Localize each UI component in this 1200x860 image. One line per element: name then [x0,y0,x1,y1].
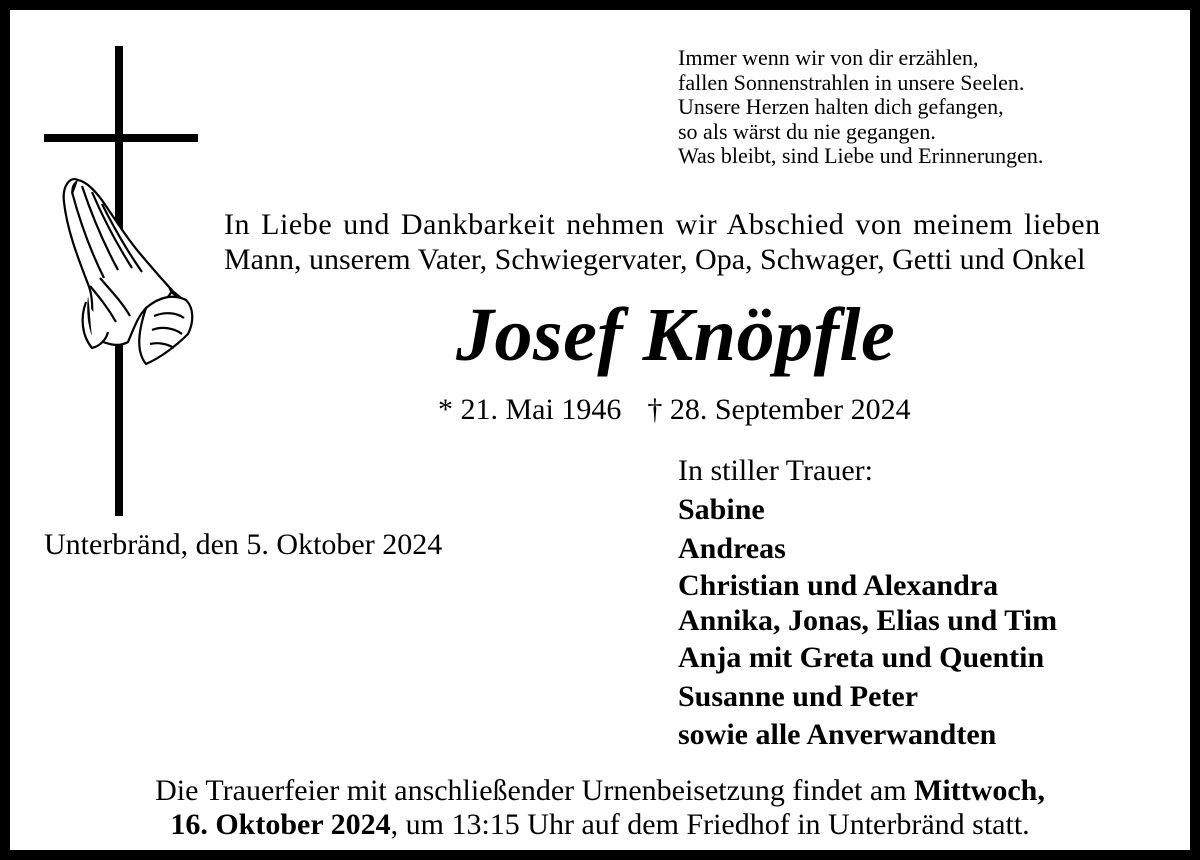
mourner-name: Susanne und Peter [678,680,919,713]
cross-icon [42,46,202,518]
life-dates [438,393,911,427]
poem [678,46,1043,169]
ceremony-day: Mittwoch, [914,774,1045,807]
ceremony-date: 16. Oktober 2024 [170,808,391,841]
deceased-name: Josef Knöpfle [456,293,896,377]
mourner-name: Christian und Alexandra [678,569,999,602]
intro-line: Mann, unserem Vater, Schwiegervater, Opa, Schwager, Getti und Onkel [224,243,1086,276]
ceremony-line [10,808,1190,842]
poem-line: Unsere Herzen halten dich gefangen, [678,94,1004,120]
poem-line: Was bleibt, sind Liebe und Erinnerungen. [678,143,1044,169]
mourner-name: sowie alle Anverwandten [678,718,997,751]
poem-line: fallen Sonnenstrahlen in unsere Seelen. [678,69,1025,95]
cross-with-praying-hands-icon [42,46,202,523]
ceremony-line [10,774,1190,808]
poem-line: so als wärst du nie gegangen. [678,118,936,144]
intro-text [224,207,1101,277]
intro-line: In Liebe und Dankbarkeit nehmen wir Abschied von meinem lieben [224,208,1101,241]
mourner-name: Andreas [678,532,786,565]
praying-hands-icon [64,179,193,364]
mourner-name: Annika, Jonas, Elias und Tim [678,604,1058,637]
ceremony-text: Die Trauerfeier mit anschließender Urnenbeisetzung findet am [155,774,915,807]
birth-date: * 21. Mai 1946 [438,393,622,426]
ceremony-text: , um 13:15 Uhr auf dem Friedhof in Unterbränd statt. [390,808,1030,841]
poem-line: Immer wenn wir von dir erzählen, [678,45,979,70]
ceremony-notice [10,774,1190,842]
place-date: Unterbränd, den 5. Oktober 2024 [44,528,443,561]
mourners-list [678,452,1057,754]
mourner-name: Sabine [678,493,765,526]
mourners-heading: In stiller Trauer: [678,454,873,487]
death-date: † 28. September 2024 [647,393,911,426]
mourner-name: Anja mit Greta und Quentin [678,641,1045,674]
